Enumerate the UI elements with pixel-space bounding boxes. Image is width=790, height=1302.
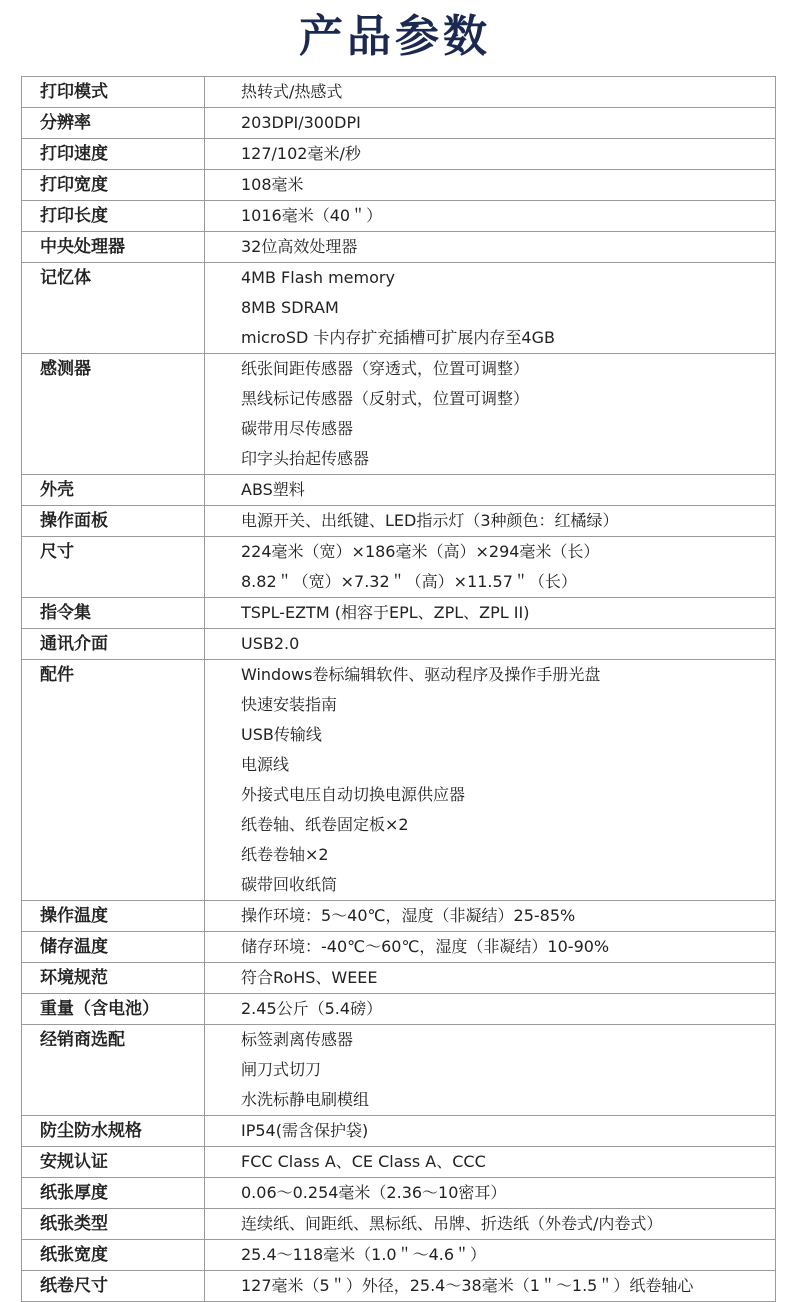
spec-value-line: 127毫米（5＂）外径，25.4～38毫米（1＂～1.5＂）纸卷轴心 bbox=[241, 1276, 694, 1295]
spec-value-cell bbox=[205, 932, 776, 963]
spec-row bbox=[22, 1147, 776, 1178]
spec-value-cell bbox=[205, 994, 776, 1025]
spec-row bbox=[22, 1209, 776, 1240]
spec-row bbox=[22, 263, 776, 354]
spec-value-line: 纸卷轴、纸卷固定板×2 bbox=[241, 815, 409, 834]
spec-value-line: 108毫米 bbox=[241, 175, 304, 194]
spec-value-cell bbox=[205, 1178, 776, 1209]
spec-row bbox=[22, 932, 776, 963]
spec-label: 操作温度 bbox=[22, 901, 205, 932]
spec-label: 纸张类型 bbox=[22, 1209, 205, 1240]
spec-label: 打印速度 bbox=[22, 139, 205, 170]
spec-value-cell bbox=[205, 598, 776, 629]
spec-row bbox=[22, 901, 776, 932]
spec-value-cell bbox=[205, 963, 776, 994]
spec-value-line: 8MB SDRAM bbox=[241, 298, 339, 317]
spec-label: 外壳 bbox=[22, 475, 205, 506]
spec-row bbox=[22, 170, 776, 201]
spec-value-cell bbox=[205, 475, 776, 506]
spec-row bbox=[22, 1271, 776, 1302]
spec-label: 安规认证 bbox=[22, 1147, 205, 1178]
spec-value-line: Windows卷标编辑软件、驱动程序及操作手册光盘 bbox=[241, 665, 601, 684]
spec-value-cell bbox=[205, 1116, 776, 1147]
spec-value-line: TSPL-EZTM (相容于EPL、ZPL、ZPL II) bbox=[241, 603, 530, 622]
spec-value-cell bbox=[205, 263, 776, 354]
spec-value-line: 127/102毫米/秒 bbox=[241, 144, 361, 163]
spec-value-line: 2.45公斤（5.4磅） bbox=[241, 999, 383, 1018]
spec-value-line: ABS塑料 bbox=[241, 480, 305, 499]
spec-label: 纸张宽度 bbox=[22, 1240, 205, 1271]
spec-value-line: 224毫米（宽）×186毫米（高）×294毫米（长） bbox=[241, 542, 600, 561]
spec-table bbox=[21, 76, 776, 1302]
spec-label: 中央处理器 bbox=[22, 232, 205, 263]
page-title: 产品参数 bbox=[299, 11, 491, 62]
spec-label: 经销商选配 bbox=[22, 1025, 205, 1116]
spec-value-cell bbox=[205, 1209, 776, 1240]
spec-label: 尺寸 bbox=[22, 537, 205, 598]
spec-value-cell bbox=[205, 1025, 776, 1116]
spec-row bbox=[22, 232, 776, 263]
spec-value-line: 连续纸、间距纸、黑标纸、吊牌、折迭纸（外卷式/内卷式） bbox=[241, 1214, 663, 1233]
spec-value-line: 碳带用尽传感器 bbox=[241, 419, 354, 438]
spec-value-cell bbox=[205, 354, 776, 475]
spec-label: 操作面板 bbox=[22, 506, 205, 537]
spec-value-cell bbox=[205, 139, 776, 170]
spec-value-line: USB传输线 bbox=[241, 725, 322, 744]
spec-value-line: 黑线标记传感器（反射式，位置可调整） bbox=[241, 389, 530, 408]
spec-value-line: 印字头抬起传感器 bbox=[241, 449, 370, 468]
spec-value-line: 25.4～118毫米（1.0＂～4.6＂） bbox=[241, 1245, 487, 1264]
spec-value-cell bbox=[205, 901, 776, 932]
spec-label: 纸张厚度 bbox=[22, 1178, 205, 1209]
spec-value-cell bbox=[205, 77, 776, 108]
spec-value-line: 符合RoHS、WEEE bbox=[241, 968, 378, 987]
spec-row bbox=[22, 201, 776, 232]
spec-value-line: 热转式/热感式 bbox=[241, 82, 343, 101]
spec-row bbox=[22, 506, 776, 537]
spec-value-line: FCC Class A、CE Class A、CCC bbox=[241, 1152, 486, 1171]
spec-label: 记忆体 bbox=[22, 263, 205, 354]
spec-value-line: 储存环境：-40℃～60℃，湿度（非凝结）10-90% bbox=[241, 937, 610, 956]
spec-value-line: microSD 卡内存扩充插槽可扩展内存至4GB bbox=[241, 328, 555, 347]
spec-row bbox=[22, 1025, 776, 1116]
spec-row bbox=[22, 108, 776, 139]
spec-label: 配件 bbox=[22, 660, 205, 901]
spec-row bbox=[22, 1178, 776, 1209]
spec-label: 分辨率 bbox=[22, 108, 205, 139]
spec-value-line: 外接式电压自动切换电源供应器 bbox=[241, 785, 466, 804]
spec-row bbox=[22, 598, 776, 629]
spec-value-line: 快速安装指南 bbox=[241, 695, 338, 714]
spec-value-line: IP54(需含保护袋) bbox=[241, 1121, 369, 1140]
spec-value-line: 8.82＂（宽）×7.32＂（高）×11.57＂（长） bbox=[241, 572, 577, 591]
spec-value-cell bbox=[205, 1147, 776, 1178]
spec-row bbox=[22, 1240, 776, 1271]
spec-row bbox=[22, 77, 776, 108]
spec-row bbox=[22, 537, 776, 598]
spec-value-cell bbox=[205, 629, 776, 660]
spec-label: 纸卷尺寸 bbox=[22, 1271, 205, 1302]
spec-label: 通讯介面 bbox=[22, 629, 205, 660]
spec-value-line: 1016毫米（40＂） bbox=[241, 206, 383, 225]
spec-value-cell bbox=[205, 537, 776, 598]
spec-value-line: 203DPI/300DPI bbox=[241, 113, 361, 132]
spec-label: 重量（含电池） bbox=[22, 994, 205, 1025]
spec-value-cell bbox=[205, 506, 776, 537]
spec-label: 指令集 bbox=[22, 598, 205, 629]
spec-label: 环境规范 bbox=[22, 963, 205, 994]
spec-label: 打印宽度 bbox=[22, 170, 205, 201]
spec-value-cell bbox=[205, 1271, 776, 1302]
spec-value-cell bbox=[205, 201, 776, 232]
spec-value-line: 32位高效处理器 bbox=[241, 237, 358, 256]
spec-value-line: USB2.0 bbox=[241, 634, 300, 653]
spec-value-cell bbox=[205, 660, 776, 901]
spec-value-line: 纸张间距传感器（穿透式，位置可调整） bbox=[241, 359, 530, 378]
spec-value-line: 4MB Flash memory bbox=[241, 268, 395, 287]
spec-row bbox=[22, 1116, 776, 1147]
spec-row bbox=[22, 139, 776, 170]
spec-label: 储存温度 bbox=[22, 932, 205, 963]
spec-value-line: 水洗标静电刷模组 bbox=[241, 1090, 370, 1109]
spec-row bbox=[22, 354, 776, 475]
spec-value-line: 闸刀式切刀 bbox=[241, 1060, 322, 1079]
spec-label: 防尘防水规格 bbox=[22, 1116, 205, 1147]
spec-value-line: 操作环境：5～40℃，湿度（非凝结）25-85% bbox=[241, 906, 576, 925]
spec-value-cell bbox=[205, 232, 776, 263]
spec-label: 感测器 bbox=[22, 354, 205, 475]
spec-value-line: 碳带回收纸筒 bbox=[241, 875, 338, 894]
spec-row bbox=[22, 963, 776, 994]
spec-value-line: 标签剥离传感器 bbox=[241, 1030, 354, 1049]
spec-row bbox=[22, 660, 776, 901]
spec-value-cell bbox=[205, 108, 776, 139]
spec-row bbox=[22, 475, 776, 506]
spec-value-line: 电源开关、出纸键、LED指示灯（3种颜色：红橘绿） bbox=[241, 511, 619, 530]
spec-label: 打印模式 bbox=[22, 77, 205, 108]
spec-label: 打印长度 bbox=[22, 201, 205, 232]
spec-row bbox=[22, 629, 776, 660]
spec-value-cell bbox=[205, 170, 776, 201]
spec-value-line: 电源线 bbox=[241, 755, 290, 774]
spec-value-line: 纸卷卷轴×2 bbox=[241, 845, 329, 864]
spec-value-line: 0.06～0.254毫米（2.36～10密耳） bbox=[241, 1183, 507, 1202]
spec-row bbox=[22, 994, 776, 1025]
spec-value-cell bbox=[205, 1240, 776, 1271]
